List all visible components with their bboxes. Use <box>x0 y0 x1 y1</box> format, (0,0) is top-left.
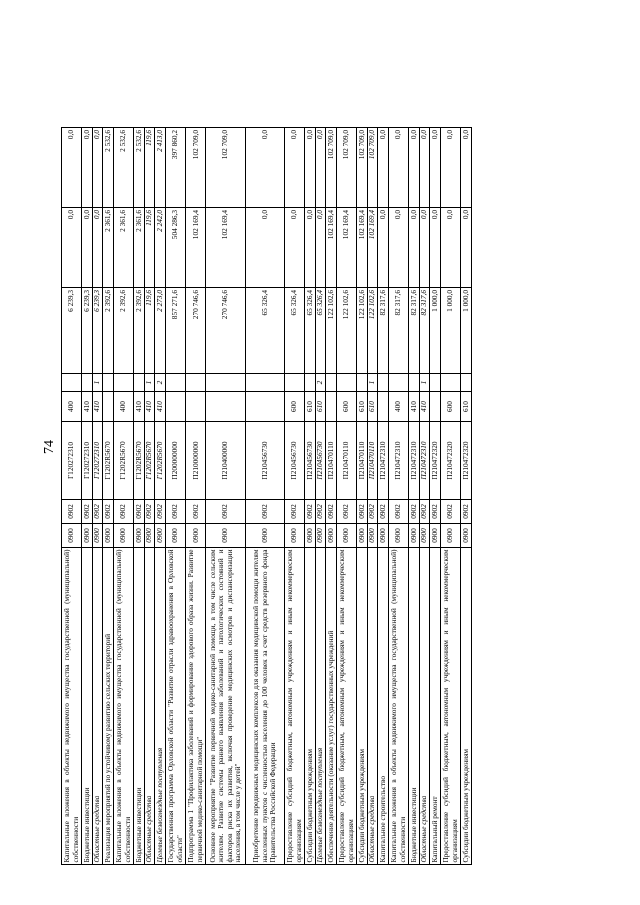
row-section-code: 0902 <box>285 500 305 524</box>
row-value-1: 6 239,3 <box>62 288 82 374</box>
row-expense-type: 400 <box>113 392 133 422</box>
row-target-article: Г120272310 <box>62 422 82 500</box>
row-expense-type <box>206 392 245 422</box>
row-expense-type: 600 <box>337 392 357 422</box>
row-value-3: 2 532,6 <box>103 128 114 208</box>
page-number: 74 <box>42 440 57 454</box>
row-section-code: 0902 <box>245 500 284 524</box>
row-expense-type: 410 <box>155 392 166 422</box>
row-ministry-code: 0900 <box>82 524 93 548</box>
row-name: Предоставление субсидий бюджетным, автономным учреждениям и иным некоммерческим организациям <box>285 548 305 865</box>
row-target-article: Г1202R5670 <box>134 422 145 500</box>
row-source-code <box>165 374 185 392</box>
row-source-code: 1 <box>144 374 155 392</box>
row-target-article: П200000000 <box>165 422 185 500</box>
row-expense-type: 410 <box>134 392 145 422</box>
row-value-2: 102 169,4 <box>326 208 337 288</box>
row-value-3: 0,0 <box>419 128 430 208</box>
row-source-code <box>305 374 316 392</box>
table-row <box>245 38 284 865</box>
row-target-article: Г1202R5670 <box>113 422 133 500</box>
row-target-article: Г1202R5670 <box>144 422 155 500</box>
row-name: Областные средства <box>367 548 378 865</box>
row-section-code: 0902 <box>144 500 155 524</box>
row-value-3: 102 709,0 <box>186 128 206 208</box>
row-ministry-code: 0900 <box>315 524 326 548</box>
table-row <box>82 38 93 865</box>
row-value-2: 0,0 <box>409 208 420 288</box>
row-value-3: 102 709,0 <box>367 128 378 208</box>
row-name: Приобретение передвижных медицинских комплексов для оказания медицинской помощи жителям населенных пунктов с численностью населения до 100 человек за счет средств резервного фонда Правительства Российской Федерации <box>245 548 284 865</box>
row-target-article: П210472320 <box>461 422 472 500</box>
row-section-code: 0902 <box>206 500 245 524</box>
row-value-2: 0,0 <box>378 208 389 288</box>
row-value-3: 102 709,0 <box>326 128 337 208</box>
row-value-2: 504 286,3 <box>165 208 185 288</box>
row-value-1: 82 317,6 <box>378 288 389 374</box>
row-target-article: П210472310 <box>419 422 430 500</box>
row-value-1: 122 102,6 <box>367 288 378 374</box>
row-source-code <box>103 374 114 392</box>
row-value-3: 0,0 <box>305 128 316 208</box>
row-value-2: 2 361,6 <box>134 208 145 288</box>
row-value-3: 102 709,0 <box>337 128 357 208</box>
table-row <box>315 38 326 865</box>
row-expense-type <box>165 392 185 422</box>
row-expense-type <box>245 392 284 422</box>
row-value-1: 270 746,6 <box>186 288 206 374</box>
table-row <box>409 38 420 865</box>
row-target-article: П210456730 <box>315 422 326 500</box>
row-name: Реализация мероприятий по устойчивому развитию сельских территорий <box>103 548 114 865</box>
row-target-article: П210456730 <box>285 422 305 500</box>
row-target-article: П210470110 <box>326 422 337 500</box>
row-expense-type: 610 <box>315 392 326 422</box>
row-name: Предоставление субсидий бюджетным, автономным учреждениям и иным некоммерческим организациям <box>337 548 357 865</box>
row-value-2: 102 169,4 <box>367 208 378 288</box>
table-row <box>186 38 206 865</box>
row-source-code: 1 <box>367 374 378 392</box>
row-value-1: 65 326,4 <box>315 288 326 374</box>
row-section-code: 0902 <box>82 500 93 524</box>
row-ministry-code: 0900 <box>62 524 82 548</box>
row-target-article: П210400000 <box>206 422 245 500</box>
row-value-2: 0,0 <box>82 208 93 288</box>
row-value-1: 122 102,6 <box>357 288 368 374</box>
table-row <box>337 38 357 865</box>
row-value-2: 0,0 <box>419 208 430 288</box>
row-value-2: 119,6 <box>144 208 155 288</box>
table-row <box>389 38 409 865</box>
row-value-2: 0,0 <box>62 208 82 288</box>
row-source-code <box>337 374 357 392</box>
row-target-article: П210472310 <box>389 422 409 500</box>
row-value-2: 102 169,4 <box>206 208 245 288</box>
table-row <box>430 38 441 865</box>
row-source-code <box>357 374 368 392</box>
row-value-2: 0,0 <box>245 208 284 288</box>
table-row <box>357 38 368 865</box>
row-value-3: 0,0 <box>82 128 93 208</box>
row-name: Областные средства <box>92 548 103 865</box>
table-row <box>461 38 472 865</box>
row-section-code: 0902 <box>92 500 103 524</box>
table-row <box>285 38 305 865</box>
row-source-code <box>461 374 472 392</box>
row-value-3: 0,0 <box>389 128 409 208</box>
table-row <box>441 38 461 865</box>
row-value-1: 2 392,6 <box>134 288 145 374</box>
row-ministry-code: 0900 <box>206 524 245 548</box>
row-value-3: 0,0 <box>315 128 326 208</box>
row-section-code: 0902 <box>155 500 166 524</box>
row-value-1: 82 317,6 <box>389 288 409 374</box>
row-source-code <box>378 374 389 392</box>
row-section-code: 0902 <box>357 500 368 524</box>
row-value-3: 102 709,0 <box>357 128 368 208</box>
row-value-1: 6 239,3 <box>92 288 103 374</box>
row-source-code <box>113 374 133 392</box>
row-expense-type: 610 <box>367 392 378 422</box>
row-source-code <box>326 374 337 392</box>
row-expense-type <box>378 392 389 422</box>
row-target-article: Г120272310 <box>82 422 93 500</box>
table-row <box>103 38 114 865</box>
row-value-3: 397 860,2 <box>165 128 185 208</box>
row-value-1: 119,6 <box>144 288 155 374</box>
row-section-code: 0902 <box>419 500 430 524</box>
row-name: Бюджетные инвестиции <box>409 548 420 865</box>
row-section-code: 0902 <box>441 500 461 524</box>
row-section-code: 0902 <box>103 500 114 524</box>
row-ministry-code: 0900 <box>134 524 145 548</box>
row-value-3: 0,0 <box>409 128 420 208</box>
row-ministry-code: 0900 <box>326 524 337 548</box>
row-value-2: 0,0 <box>285 208 305 288</box>
row-name: Субсидии бюджетным учреждениям <box>357 548 368 865</box>
row-target-article: Г120272310 <box>92 422 103 500</box>
row-source-code: 1 <box>92 374 103 392</box>
row-value-1: 1 000,0 <box>430 288 441 374</box>
row-ministry-code: 0900 <box>357 524 368 548</box>
row-value-1: 82 317,6 <box>419 288 430 374</box>
row-value-2: 2 242,0 <box>155 208 166 288</box>
row-name: Субсидии бюджетным учреждениям <box>305 548 316 865</box>
row-value-3: 0,0 <box>92 128 103 208</box>
row-value-3: 0,0 <box>62 128 82 208</box>
row-source-code: 2 <box>315 374 326 392</box>
row-section-code: 0902 <box>389 500 409 524</box>
row-expense-type <box>186 392 206 422</box>
table-row <box>165 38 185 865</box>
row-section-code: 0902 <box>378 500 389 524</box>
row-target-article: П210000000 <box>186 422 206 500</box>
row-ministry-code: 0900 <box>367 524 378 548</box>
row-ministry-code: 0900 <box>245 524 284 548</box>
row-section-code: 0902 <box>186 500 206 524</box>
row-value-3: 0,0 <box>430 128 441 208</box>
row-source-code <box>409 374 420 392</box>
row-section-code: 0902 <box>367 500 378 524</box>
row-expense-type: 410 <box>409 392 420 422</box>
row-ministry-code: 0900 <box>378 524 389 548</box>
row-target-article: П210472310 <box>378 422 389 500</box>
table-row <box>92 38 103 865</box>
row-source-code <box>430 374 441 392</box>
row-name: Государственная программа Орловской области "Развитие отрасли здравоохранения в Орловской области" <box>165 548 185 865</box>
table-row <box>113 38 133 865</box>
row-name: Подпрограмма 1 "Профилактика заболеваний и формирование здорового образа жизни. Развитие первичной медико-санитарной помощи" <box>186 548 206 865</box>
row-value-3: 119,6 <box>144 128 155 208</box>
row-source-code <box>206 374 245 392</box>
row-name: Областные средства <box>144 548 155 865</box>
row-ministry-code: 0900 <box>430 524 441 548</box>
table-body <box>62 38 472 865</box>
row-expense-type: 410 <box>419 392 430 422</box>
row-source-code: 1 <box>419 374 430 392</box>
row-section-code: 0902 <box>315 500 326 524</box>
row-ministry-code: 0900 <box>337 524 357 548</box>
row-name: Целевые безвозмездные поступления <box>155 548 166 865</box>
row-value-1: 857 271,6 <box>165 288 185 374</box>
row-target-article: П210470110 <box>337 422 357 500</box>
row-value-2: 2 361,6 <box>113 208 133 288</box>
row-source-code <box>285 374 305 392</box>
row-target-article: П210472310 <box>409 422 420 500</box>
row-expense-type: 600 <box>285 392 305 422</box>
row-source-code <box>134 374 145 392</box>
row-target-article: П210472320 <box>430 422 441 500</box>
row-section-code: 0902 <box>62 500 82 524</box>
table-row <box>155 38 166 865</box>
row-section-code: 0902 <box>461 500 472 524</box>
row-value-2: 0,0 <box>92 208 103 288</box>
row-ministry-code: 0900 <box>461 524 472 548</box>
row-source-code <box>245 374 284 392</box>
row-ministry-code: 0900 <box>155 524 166 548</box>
row-value-2: 0,0 <box>315 208 326 288</box>
row-value-1: 65 326,4 <box>305 288 316 374</box>
row-expense-type: 410 <box>92 392 103 422</box>
table-row <box>419 38 430 865</box>
row-section-code: 0902 <box>113 500 133 524</box>
row-value-3: 0,0 <box>461 128 472 208</box>
row-ministry-code: 0900 <box>305 524 316 548</box>
row-name: Капитальное строительство <box>378 548 389 865</box>
row-ministry-code: 0900 <box>165 524 185 548</box>
row-value-1: 270 746,6 <box>206 288 245 374</box>
row-value-1: 65 326,4 <box>285 288 305 374</box>
row-source-code <box>389 374 409 392</box>
row-target-article: Г1202R5670 <box>155 422 166 500</box>
row-name: Капитальные вложения в объекты недвижимого имущества государственной (муниципальной) собственности <box>389 548 409 865</box>
row-value-1: 2 392,6 <box>113 288 133 374</box>
row-ministry-code: 0900 <box>419 524 430 548</box>
row-value-3: 102 709,0 <box>206 128 245 208</box>
row-ministry-code: 0900 <box>103 524 114 548</box>
row-ministry-code: 0900 <box>389 524 409 548</box>
row-name: Областные средства <box>419 548 430 865</box>
row-value-2: 102 169,4 <box>186 208 206 288</box>
row-value-3: 0,0 <box>441 128 461 208</box>
row-value-2: 0,0 <box>441 208 461 288</box>
row-value-1: 2 273,0 <box>155 288 166 374</box>
row-ministry-code: 0900 <box>409 524 420 548</box>
row-name: Основное мероприятие "Развитие первичной медико-санитарной помощи, в том числе сельским жителям. Развитие системы раннего выявления заболеваний и патологических состояний и факторов риска их развития, включая проведение медицинских осмотров и диспансеризации населения, в том числе у детей" <box>206 548 245 865</box>
row-value-2: 0,0 <box>305 208 316 288</box>
row-section-code: 0902 <box>326 500 337 524</box>
row-expense-type: 400 <box>62 392 82 422</box>
row-value-2: 2 361,6 <box>103 208 114 288</box>
row-name: Капитальные вложения в объекты недвижимого имущества государственной (муниципальной) собственности <box>62 548 82 865</box>
row-value-1: 65 326,4 <box>245 288 284 374</box>
row-ministry-code: 0900 <box>92 524 103 548</box>
row-value-3: 2 413,0 <box>155 128 166 208</box>
row-value-1: 1 000,0 <box>441 288 461 374</box>
row-name: Капитальные вложения в объекты недвижимого имущества государственной (муниципальной) собственности <box>113 548 133 865</box>
row-value-2: 0,0 <box>461 208 472 288</box>
row-value-1: 122 102,6 <box>326 288 337 374</box>
row-name: Предоставление субсидий бюджетным, автономным учреждениям и иным некоммерческим организациям <box>441 548 461 865</box>
row-value-1: 1 000,0 <box>461 288 472 374</box>
row-section-code: 0902 <box>430 500 441 524</box>
row-source-code <box>62 374 82 392</box>
row-value-2: 0,0 <box>389 208 409 288</box>
row-value-2: 0,0 <box>430 208 441 288</box>
row-value-3: 0,0 <box>245 128 284 208</box>
row-value-1: 82 317,6 <box>409 288 420 374</box>
rotated-table-container <box>61 38 581 865</box>
row-target-article: Г1202R5670 <box>103 422 114 500</box>
row-expense-type: 600 <box>441 392 461 422</box>
row-target-article: П210472320 <box>441 422 461 500</box>
row-section-code: 0902 <box>134 500 145 524</box>
table-row <box>62 38 82 865</box>
row-target-article: П210470110 <box>357 422 368 500</box>
table-row <box>367 38 378 865</box>
row-section-code: 0902 <box>305 500 316 524</box>
row-name: Субсидии бюджетным учреждениям <box>461 548 472 865</box>
table-row <box>378 38 389 865</box>
row-target-article: П210456730 <box>305 422 316 500</box>
row-section-code: 0902 <box>337 500 357 524</box>
table-row <box>134 38 145 865</box>
table-row <box>206 38 245 865</box>
row-expense-type: 610 <box>357 392 368 422</box>
row-ministry-code: 0900 <box>113 524 133 548</box>
row-target-article: П210470110 <box>367 422 378 500</box>
row-value-2: 102 169,4 <box>337 208 357 288</box>
row-value-1: 122 102,6 <box>337 288 357 374</box>
table-row <box>305 38 316 865</box>
row-expense-type: 610 <box>305 392 316 422</box>
row-expense-type <box>103 392 114 422</box>
table-row <box>144 38 155 865</box>
table-row <box>326 38 337 865</box>
row-name: Капитальный ремонт <box>430 548 441 865</box>
row-ministry-code: 0900 <box>441 524 461 548</box>
row-value-3: 2 532,6 <box>134 128 145 208</box>
row-value-3: 2 532,6 <box>113 128 133 208</box>
row-value-3: 0,0 <box>378 128 389 208</box>
budget-table <box>61 37 472 865</box>
row-expense-type: 410 <box>82 392 93 422</box>
row-expense-type: 410 <box>144 392 155 422</box>
row-name: Обеспечение деятельности (оказание услуг) государственных учреждений <box>326 548 337 865</box>
row-source-code <box>186 374 206 392</box>
row-value-1: 6 239,3 <box>82 288 93 374</box>
row-ministry-code: 0900 <box>186 524 206 548</box>
row-value-2: 102 169,4 <box>357 208 368 288</box>
row-expense-type <box>430 392 441 422</box>
row-source-code <box>82 374 93 392</box>
row-section-code: 0902 <box>165 500 185 524</box>
row-expense-type: 400 <box>389 392 409 422</box>
row-name: Бюджетные инвестиции <box>82 548 93 865</box>
row-value-1: 2 392,6 <box>103 288 114 374</box>
row-ministry-code: 0900 <box>285 524 305 548</box>
row-name: Целевые безвозмездные поступления <box>315 548 326 865</box>
row-ministry-code: 0900 <box>144 524 155 548</box>
row-expense-type: 610 <box>461 392 472 422</box>
row-section-code: 0902 <box>409 500 420 524</box>
row-source-code: 2 <box>155 374 166 392</box>
row-value-3: 0,0 <box>285 128 305 208</box>
row-name: Бюджетные инвестиции <box>134 548 145 865</box>
row-target-article: П210456730 <box>245 422 284 500</box>
row-source-code <box>441 374 461 392</box>
row-expense-type <box>326 392 337 422</box>
